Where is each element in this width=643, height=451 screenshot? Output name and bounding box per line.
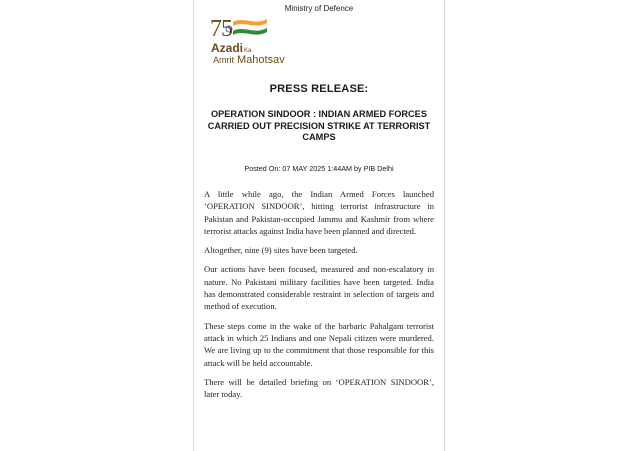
azadi-ka-amrit-mahotsav-logo: [210, 14, 288, 70]
body-paragraph: A little while ago, the Indian Armed Forces launched ‘OPERATION SINDOOR’, hitting terrorist infrastructure in Pakistan and Pakistan-occupied Jammu and Kashmir from where terrorist attacks against India have been planned and directed.: [204, 189, 434, 236]
posted-date: Posted On: 07 MAY 2025 1:44AM by PIB Delhi: [244, 164, 394, 173]
body-paragraph: There will be detailed briefing on ‘OPERATION SINDOOR’, later today.: [204, 376, 434, 400]
body-paragraph: These steps come in the wake of the barbaric Pahalgam terrorist attack in which 25 Indians and one Nepali citizen were murdered. We are living up to the commitment that those responsible for this attack will be held accountable.: [204, 320, 434, 368]
release-body: [204, 188, 434, 407]
svg-text:7: 7: [210, 16, 222, 42]
body-paragraph: Altogether, nine (9) sites have been targeted.: [204, 245, 358, 256]
ministry-name: Ministry of Defence: [284, 4, 354, 13]
body-paragraph: Our actions have been focused, measured and non-escalatory in nature. No Pakistani military facilities have been targeted. India has demonstrated considerable restraint in selection of targets and method of execution.: [204, 264, 434, 312]
logo-text-azadi: Azadi: [211, 41, 244, 55]
release-headline: OPERATION SINDOOR : INDIAN ARMED FORCES CARRIED OUT PRECISION STRIKE AT TERRORIST CAMPS: [207, 109, 431, 142]
logo-text-mahotsav: Mahotsav: [237, 54, 285, 66]
press-release-title: PRESS RELEASE:: [269, 83, 369, 95]
svg-text:5: 5: [221, 16, 233, 42]
logo-text-ka: Ka: [244, 48, 252, 54]
press-release-document: [193, 0, 445, 451]
logo-75-flag-icon: [210, 14, 288, 44]
logo-text-amrit: Amrit: [213, 55, 234, 65]
